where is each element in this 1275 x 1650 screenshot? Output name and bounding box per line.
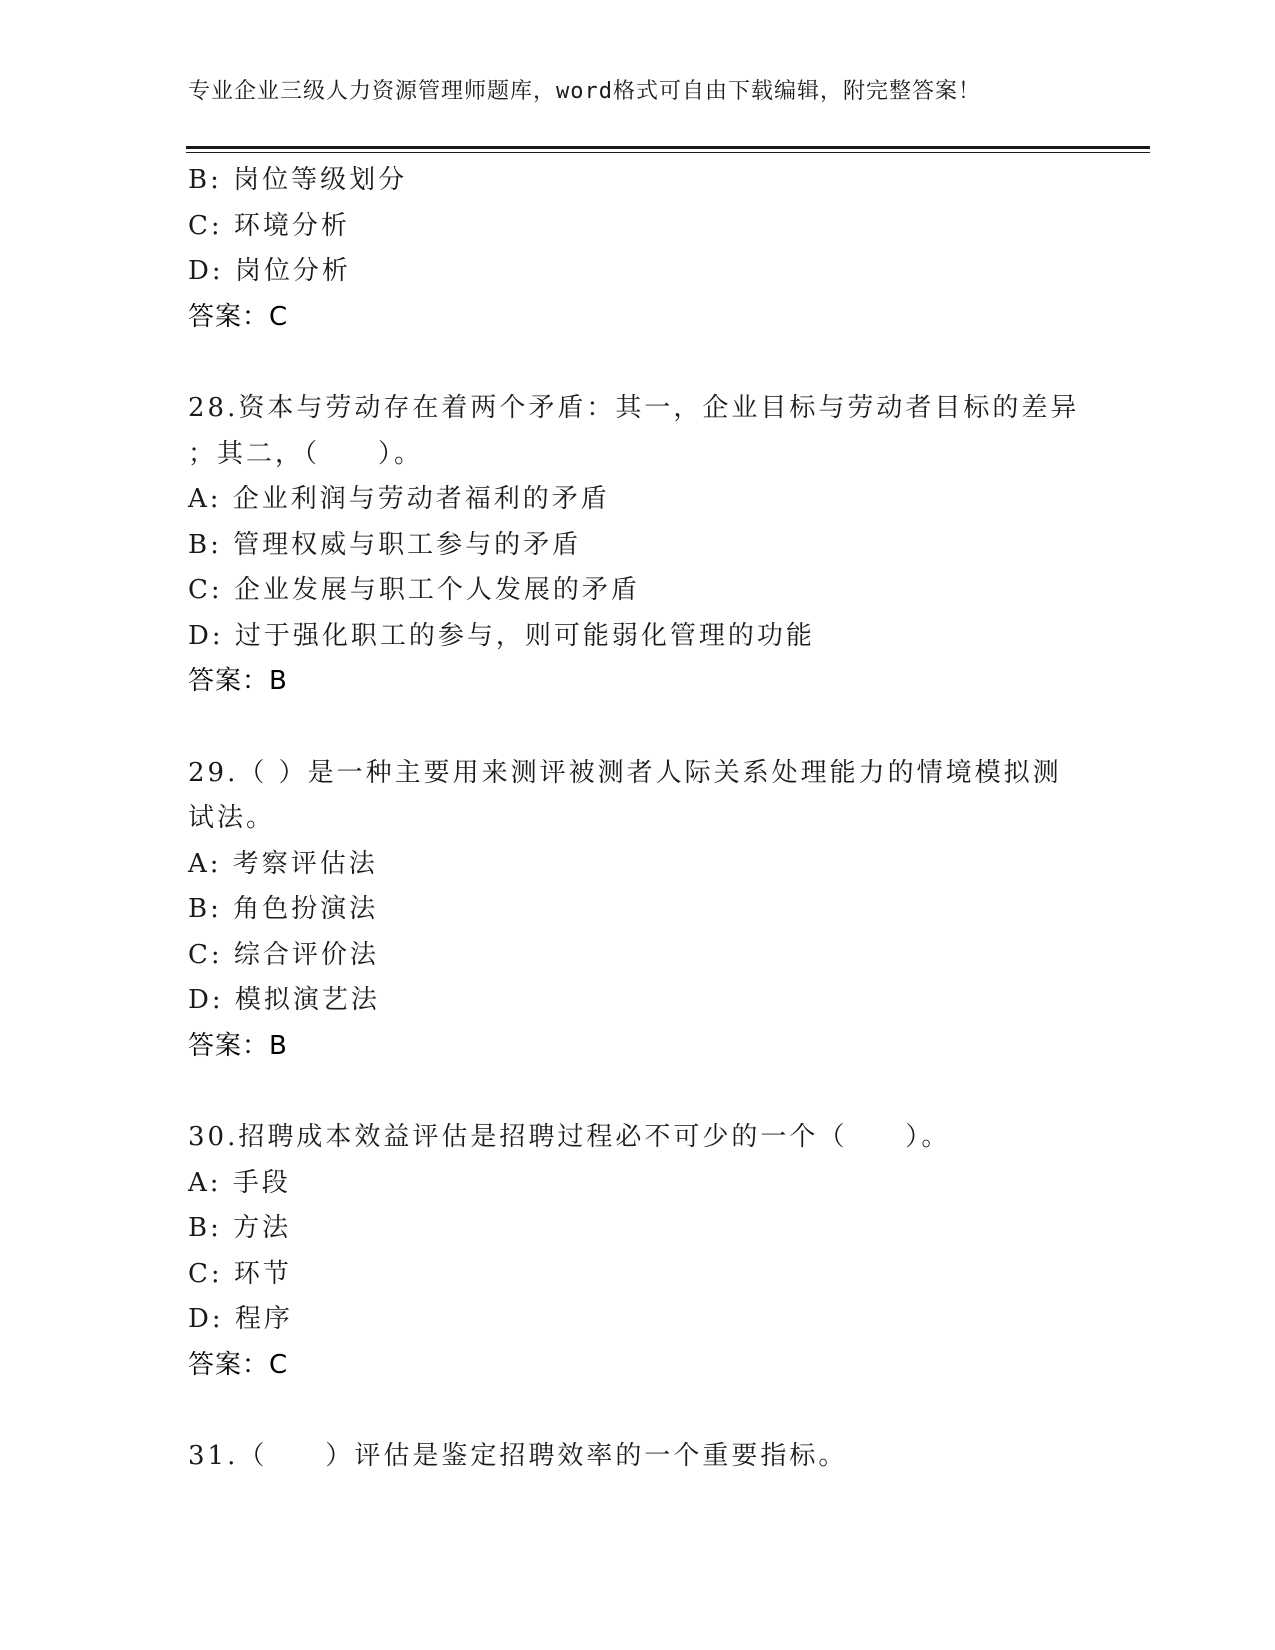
option-line: A: 手段: [188, 1167, 291, 1198]
option-line: D: 过于强化职工的参与，则可能弱化管理的功能: [188, 620, 815, 651]
question-31: [188, 1434, 1088, 1480]
answer-line: 答案：B: [188, 1030, 288, 1061]
option-line: B: 角色扮演法: [188, 894, 379, 924]
option-line: C: 企业发展与职工个人发展的矛盾: [188, 575, 640, 605]
answer-line: 答案：C: [188, 301, 289, 332]
option-line: A: 考察评估法: [188, 848, 378, 879]
option-line: B: 管理权威与职工参与的矛盾: [188, 529, 582, 560]
question-stem: 29.（ ）是一种主要用来测评被测者人际关系处理能力的情境模拟测: [188, 757, 1062, 788]
question-stem: ；其二，（ ）。: [188, 438, 424, 469]
option-line: C: 环节: [188, 1258, 292, 1289]
header-rule-thin: [186, 152, 1150, 153]
question-stem: 31.（ ）评估是鉴定招聘效率的一个重要指标。: [188, 1441, 848, 1471]
continued-question: [188, 158, 1088, 340]
option-line: B: 岗位等级划分: [188, 165, 408, 195]
question-content: [188, 158, 1088, 1480]
answer-line: 答案：B: [188, 666, 288, 696]
question-28: [188, 386, 1088, 705]
answer-line: 答案：C: [188, 1349, 289, 1380]
question-30: [188, 1115, 1088, 1388]
option-line: A: 企业利润与劳动者福利的矛盾: [188, 484, 610, 514]
header-rule-thick: [186, 146, 1150, 149]
option-line: D: 模拟演艺法: [188, 985, 380, 1015]
question-29: [188, 751, 1088, 1070]
question-stem: 30.招聘成本效益评估是招聘过程必不可少的一个（ ）。: [188, 1122, 951, 1152]
option-line: D: 程序: [188, 1304, 293, 1334]
option-line: C: 综合评价法: [188, 939, 379, 970]
page-header: 专业企业三级人力资源管理师题库，word格式可自由下载编辑，附完整答案！: [188, 79, 981, 104]
option-line: C: 环境分析: [188, 210, 350, 241]
question-stem: 28.资本与劳动存在着两个矛盾：其一，企业目标与劳动者目标的差异: [188, 393, 1080, 423]
question-stem: 试法。: [188, 803, 276, 833]
option-line: B: 方法: [188, 1213, 292, 1243]
option-line: D: 岗位分析: [188, 256, 351, 286]
